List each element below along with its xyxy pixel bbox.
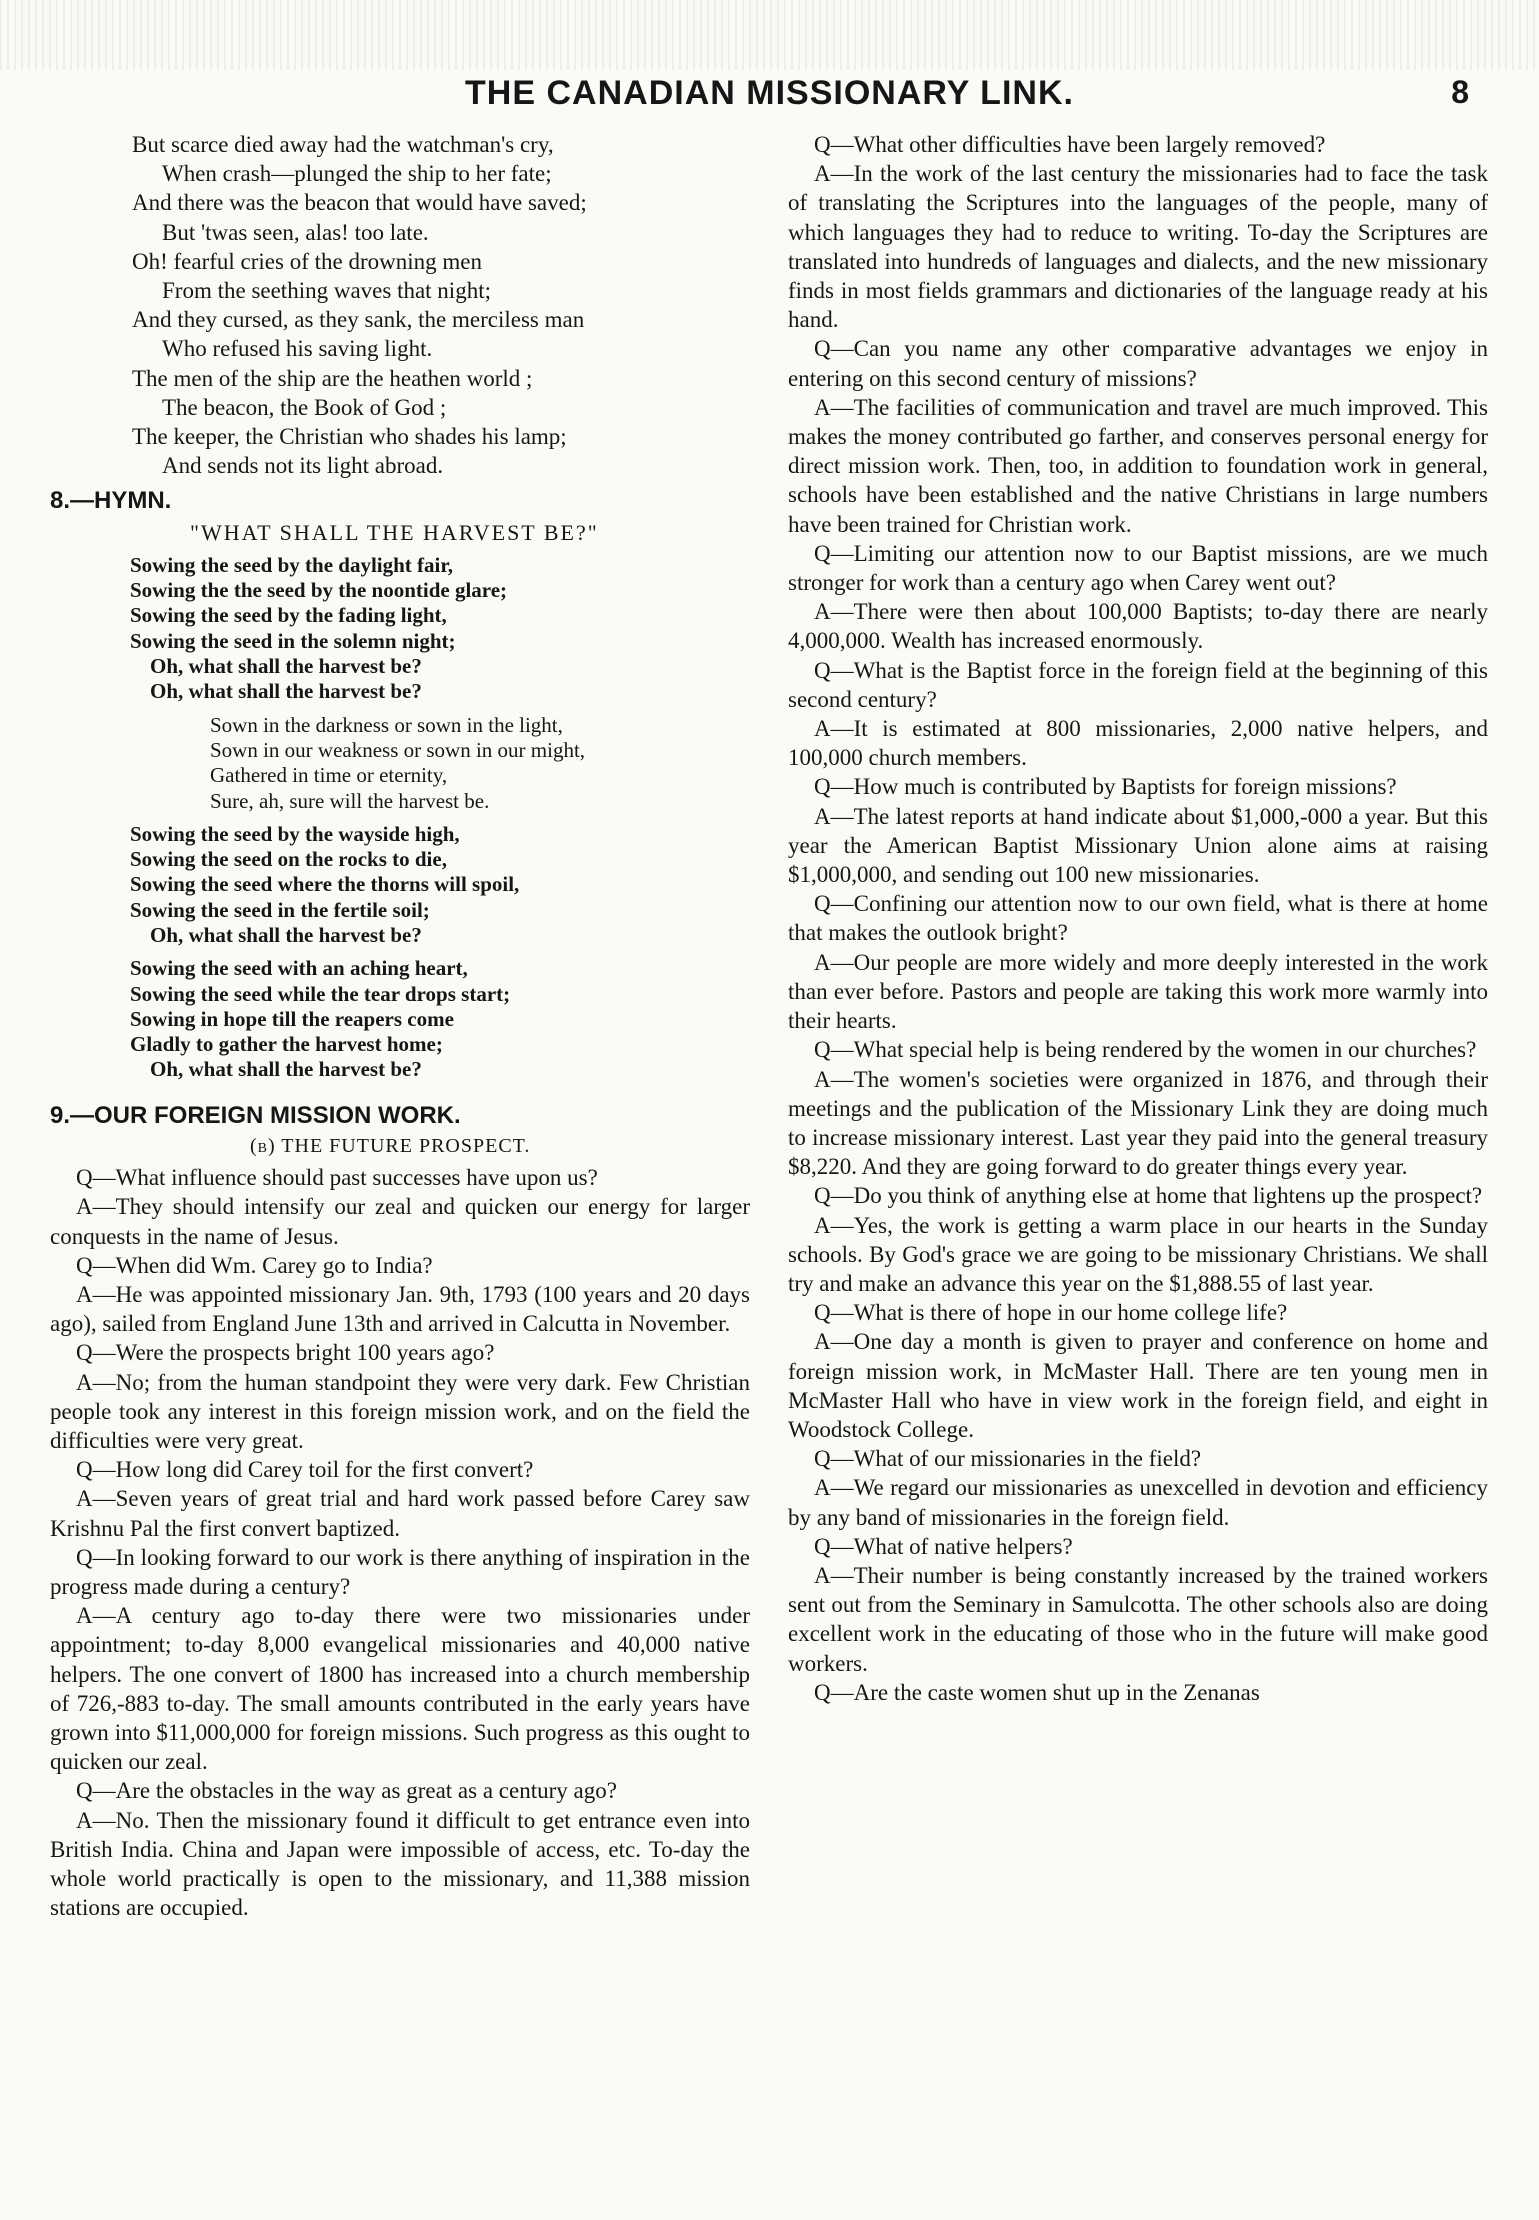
answer: A—One day a month is given to prayer and conference on home and foreign mission work, in McMaster Hall. There are ten young men in McMaster Hall who have in view work in the foreign field, and eight in Woodstock College.	[788, 1329, 1488, 1442]
answer: A—No. Then the missionary found it difficult to get entrance even into British India. China and Japan were impossible of access, etc. To-day the whole world practically is open to the missionary, and 11,388 mission stations are occupied.	[50, 1807, 750, 1921]
hymn-line: Sowing the seed with an aching heart,	[130, 956, 468, 981]
hymn-heading: 8.—HYMN.	[50, 487, 172, 515]
hymn-line: Sure, ah, sure will the harvest be.	[210, 788, 490, 813]
answer: A—Seven years of great trial and hard work passed before Carey saw Krishnu Pal the first convert baptized.	[50, 1486, 750, 1541]
question: Q—Are the caste women shut up in the Zenanas	[814, 1679, 1260, 1705]
hymn-line: Sowing the seed on the rocks to die,	[130, 847, 447, 872]
hymn-line: Gladly to gather the harvest home;	[130, 1032, 443, 1057]
hymn-verses	[50, 553, 750, 1083]
poem-line: The keeper, the Christian who shades his lamp;	[132, 424, 567, 450]
question: Q—What of native helpers?	[814, 1533, 1073, 1559]
hymn-line: Sown in our weakness or sown in our might,	[210, 737, 586, 762]
answer: A—He was appointed missionary Jan. 9th, 1793 (100 years and 20 days ago), sailed from England June 13th and arrived in Calcutta in November.	[50, 1282, 750, 1337]
running-title: THE CANADIAN MISSIONARY LINK.	[465, 74, 1074, 112]
answer: A—The women's societies were organized in 1876, and through their meetings and the publication of the Missionary Link they are doing much to increase missionary interest. Last year they paid into the general treasury $8,220. And they are going forward to do greater things every year.	[788, 1066, 1488, 1180]
section-subheading: (b) THE FUTURE PROSPECT.	[250, 1134, 531, 1157]
poem-line: But scarce died away had the watchman's cry,	[132, 132, 554, 157]
question: Q—What special help is being rendered by the women in our churches?	[814, 1037, 1477, 1063]
answer: A—We regard our missionaries as unexcelled in devotion and efficiency by any band of missionaries in the foreign field.	[788, 1475, 1488, 1530]
page-number: 8	[1451, 74, 1469, 110]
poem-line: And sends not its light abroad.	[162, 453, 444, 479]
poem-line: And there was the beacon that would have saved;	[132, 190, 587, 216]
question: Q—What is the Baptist force in the foreign field at the beginning of this second century?	[788, 657, 1488, 712]
question: Q—In looking forward to our work is there anything of inspiration in the progress made during a century?	[50, 1544, 750, 1600]
right-column	[788, 130, 1488, 1707]
poem-line: Who refused his saving light.	[162, 336, 433, 362]
hymn-line: Sown in the darkness or sown in the light,	[210, 712, 563, 737]
question: Q—Can you name any other comparative advantages we enjoy in entering on this second century of missions?	[788, 336, 1488, 391]
question: Q—What influence should past successes have upon us?	[76, 1165, 598, 1191]
question: Q—What other difficulties have been largely removed?	[814, 132, 1326, 157]
poem-line: Oh! fearful cries of the drowning men	[132, 248, 482, 274]
hymn-line: Oh, what shall the harvest be?	[150, 679, 422, 704]
hymn-title: "WHAT SHALL THE HARVEST BE?"	[190, 519, 599, 545]
poem-line: From the seething waves that night;	[162, 278, 491, 304]
hymn-line: Oh, what shall the harvest be?	[150, 1057, 422, 1082]
left-column	[50, 130, 750, 1922]
hymn-line: Gathered in time or eternity,	[210, 763, 448, 788]
hymn-line: Sowing the seed by the fading light,	[130, 603, 447, 628]
hymn-line: Sowing the seed while the tear drops start;	[130, 981, 511, 1006]
question: Q—How much is contributed by Baptists for foreign missions?	[814, 774, 1397, 800]
poem-line: And they cursed, as they sank, the merciless man	[132, 307, 585, 333]
answer: A—The facilities of communication and travel are much improved. This makes the money contributed go farther, and conserves personal energy for direct mission work. Then, too, in addition to foundation work in general, schools have been established and the native Christians in large numbers have been trained for Christian work.	[788, 394, 1488, 537]
answer: A—Our people are more widely and more deeply interested in the work than ever before. Pastors and people are taking this work more warmly into their hearts.	[788, 949, 1488, 1034]
question: Q—When did Wm. Carey go to India?	[76, 1252, 433, 1278]
section-heading: 9.—OUR FOREIGN MISSION WORK.	[50, 1101, 461, 1129]
answer: A—Yes, the work is getting a warm place in our hearts in the Sunday schools. By God's grace we are going to be missionary Christians. We shall try and make an advance this year on the $1,888.55 of last year.	[788, 1212, 1488, 1296]
question: Q—Confining our attention now to our own field, what is there at home that makes the outlook bright?	[788, 891, 1488, 946]
question: Q—Were the prospects bright 100 years ago?	[76, 1340, 495, 1366]
answer: A—No; from the human standpoint they were very dark. Few Christian people took any interest in this foreign mission work, and on the field the difficulties were very great.	[50, 1369, 750, 1454]
page-header	[0, 70, 1539, 130]
poem-line: But 'twas seen, alas! too late.	[162, 219, 429, 245]
question: Q—How long did Carey toil for the first convert?	[76, 1457, 534, 1483]
poem-line: The men of the ship are the heathen world ;	[132, 365, 533, 391]
answer: A—A century ago to-day there were two missionaries under appointment; to-day 8,000 evangelical missionaries and 40,000 native helpers. The one convert of 1800 has increased into a church membership of 726,-883 to-day. The small amounts contributed in the early years have grown into $11,000,000 for foreign missions. Such progress as this ought to quicken our zeal.	[50, 1603, 750, 1775]
question: Q—Do you think of anything else at home that lightens up the prospect?	[814, 1183, 1483, 1209]
question: Q—Are the obstacles in the way as great as a century ago?	[76, 1778, 617, 1804]
hymn-line: Sowing the seed by the daylight fair,	[130, 552, 454, 577]
poem-excerpt	[50, 130, 750, 480]
answer: A—They should intensify our zeal and quicken our energy for larger conquests in the name of Jesus.	[50, 1194, 750, 1249]
hymn-line: Sowing the seed in the fertile soil;	[130, 897, 430, 922]
answer: A—Their number is being constantly increased by the trained workers sent out from the Seminary in Samulcotta. The other schools also are doing excellent work in the educating of those who in the future will make good workers.	[788, 1562, 1488, 1676]
hymn-line: Sowing in hope till the reapers come	[130, 1006, 454, 1031]
question: Q—What of our missionaries in the field?	[814, 1446, 1202, 1472]
answer: A—There were then about 100,000 Baptists; to-day there are nearly 4,000,000. Wealth has increased enormously.	[788, 599, 1488, 654]
question: Q—What is there of hope in our home college life?	[814, 1300, 1288, 1326]
page-top-edge-texture	[0, 0, 1539, 70]
poem-line: When crash—plunged the ship to her fate;	[162, 161, 552, 187]
hymn-line: Oh, what shall the harvest be?	[150, 654, 422, 679]
hymn-line: Sowing the the seed by the noontide glare;	[130, 578, 508, 603]
hymn-line: Sowing the seed where the thorns will spoil,	[130, 872, 520, 897]
answer: A—The latest reports at hand indicate about $1,000,-000 a year. But this year the American Baptist Missionary Union alone aims at raising $1,000,000, and sending out 100 new missionaries.	[788, 803, 1488, 888]
hymn-line: Sowing the seed by the wayside high,	[130, 821, 460, 846]
answer: A—In the work of the last century the missionaries had to face the task of translating the Scriptures into the languages of the people, many of which languages they had to reduce to writing. To-day the Scriptures are translated into hundreds of languages and dialects, and the new missionary finds in most fields grammars and dictionaries of the language ready at his hand.	[788, 161, 1488, 333]
question: Q—Limiting our attention now to our Baptist missions, are we much stronger for work than a century ago when Carey went out?	[788, 540, 1488, 596]
hymn-line: Oh, what shall the harvest be?	[150, 923, 422, 947]
poem-line: The beacon, the Book of God ;	[162, 394, 447, 420]
answer: A—It is estimated at 800 missionaries, 2,000 native helpers, and 100,000 church members.	[788, 716, 1488, 771]
hymn-line: Sowing the seed in the solemn night;	[130, 628, 456, 653]
